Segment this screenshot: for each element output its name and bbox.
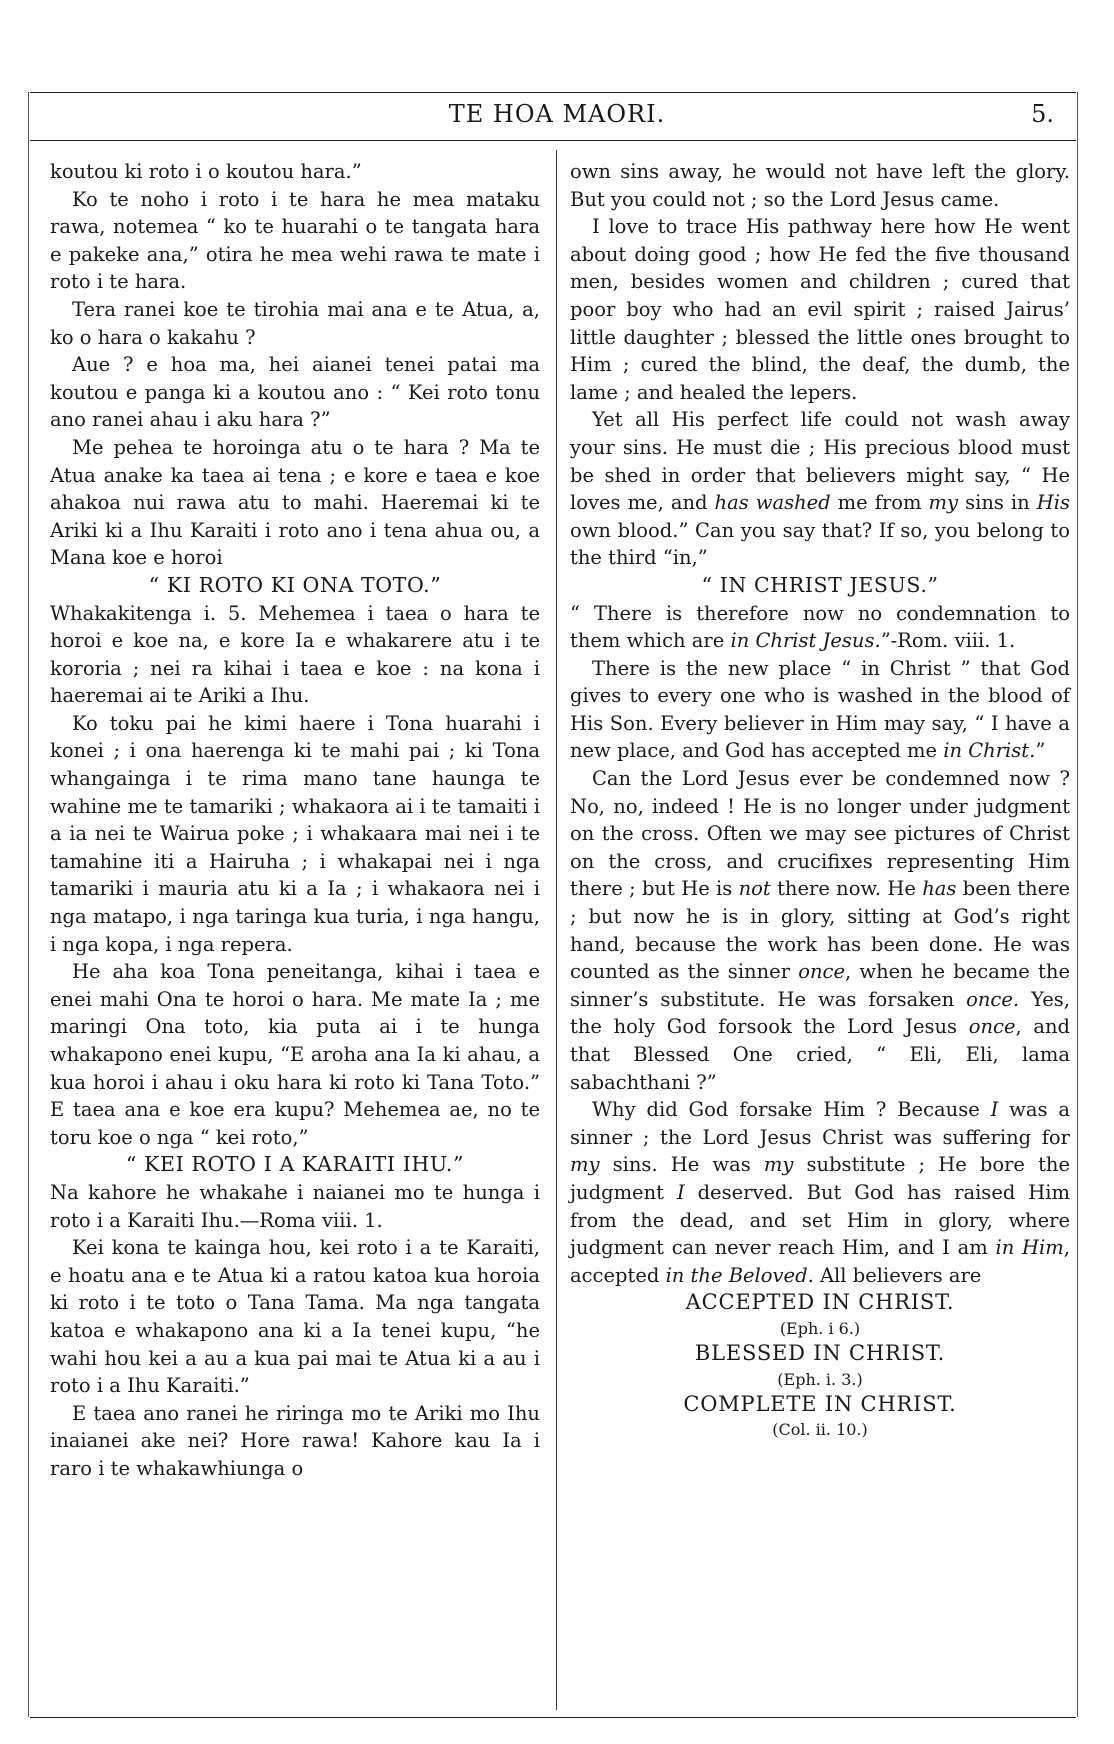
paragraph: E taea ano ranei he riringa mo te Ariki mo Ihu inaianei ake nei? Hore rawa! Kahore kau Ia i raro i te whakawhiunga o bbox=[50, 1401, 540, 1480]
header-bottom-rule bbox=[30, 140, 1076, 141]
paragraph: Why did God forsake Him ? Because I was a sinner ; the Lord Jesus Christ was suffering for my sins. He was my substitute ; He bore the judgment I deserved. But God has raised Him from the dead, and set Him in glory, where judgment can never reach Him, and I am in Him, accepted in the Beloved. All believers are bbox=[570, 1098, 1071, 1287]
page-number: 5. bbox=[1031, 100, 1054, 128]
paragraph: Me pehea te horoinga atu o te hara ? Ma te Atua anake ka taea ai tena ; e kore e taea e koe ahakoa nui rawa atu to mahi. Haeremai ki te Ariki ki a Ihu Karaiti i roto ano i tena ahua ou, a Mana koe e horoi bbox=[50, 435, 540, 570]
paragraph: Whakakitenga i. 5. Mehemea i taea o hara te horoi e koe na, e kore Ia e whakarere atu i te kororia ; nei ra kihai i taea e koe : na kona i haeremai ai te Ariki a Ihu. bbox=[50, 601, 540, 708]
paragraph: There is the new place “ in Christ ” that God gives to every one who is washed in the blood of His Son. Every believer in Him may say, “ I have a new place, and God has accepted me in Christ.” bbox=[570, 656, 1070, 763]
right-border-rule bbox=[1077, 92, 1078, 1717]
paragraph: He aha koa Tona peneitanga, kihai i taea e enei mahi Ona te horoi o hara. Me mate Ia ; me maringi Ona toto, kia puta ai i te hunga whakapono enei kupu, “E aroha ana Ia ki ahau, a kua horoi i ahau i oku hara ki roto ki Tana Toto.” E taea ana e koe era kupu? Mehemea ae, no te toru koe o nga “ kei roto,” bbox=[50, 960, 540, 1149]
paragraph: Ko te noho i roto i te hara he mea mataku rawa, notemea “ ko te huarahi o te tangata hara e pakeke ana,” otira he mea wehi rawa te mate i roto i te hara. bbox=[50, 187, 540, 294]
paragraph: Na kahore he whakahe i naianei mo te hunga i roto i a Karaiti Ihu.—Roma viii. 1. bbox=[50, 1180, 540, 1232]
section-heading: “ KEI ROTO I A KARAITI IHU.” bbox=[125, 1152, 465, 1177]
bottom-rule bbox=[30, 1717, 1076, 1718]
paragraph: koutou ki roto i o koutou hara.” bbox=[50, 160, 362, 183]
closing-heading: BLESSED IN CHRIST. bbox=[694, 1340, 946, 1365]
right-column bbox=[570, 158, 1070, 1441]
paragraph: “ There is therefore now no condemnation to them which are in Christ Jesus.”-Rom. viii. 1. bbox=[570, 601, 1070, 653]
scripture-reference: (Eph. i 6.) bbox=[779, 1318, 861, 1338]
paragraph: Yet all His perfect life could not wash away your sins. He must die ; His precious blood must be shed in order that believers might say, “ He loves me, and has washed me from my sins in His own blood.” Can you say that? If so, you belong to the third “in,” bbox=[570, 408, 1070, 570]
page-header-title: TE HOA MAORI. bbox=[448, 100, 666, 128]
closing-heading: COMPLETE IN CHRIST. bbox=[683, 1391, 957, 1416]
closing-heading: ACCEPTED IN CHRIST. bbox=[685, 1290, 955, 1315]
left-border-rule bbox=[28, 92, 29, 1717]
header-top-rule bbox=[30, 92, 1076, 93]
paragraph: own sins away, he would not have left the glory. But you could not ; so the Lord Jesus came. bbox=[570, 160, 1070, 211]
scripture-reference: (Eph. i. 3.) bbox=[777, 1369, 863, 1389]
paragraph: Aue ? e hoa ma, hei aianei tenei patai ma koutou e panga ki a koutou ano : “ Kei roto tonu ano ranei ahau i aku hara ?” bbox=[50, 353, 540, 432]
column-divider bbox=[556, 150, 557, 1710]
paragraph: I love to trace His pathway here how He went about doing good ; how He fed the five thousand men, besides women and children ; cured that poor boy who had an evil spirit ; raised Jairus’ little daughter ; blessed the little ones brought to Him ; cured the blind, the deaf, the dumb, the lame ; and healed the lepers. bbox=[570, 215, 1070, 404]
paragraph: Can the Lord Jesus ever be condemned now ? No, no, indeed ! He is no longer under judgment on the cross. Often we may see pictures of Christ on the cross, and crucifixes representing Him there ; but He is not there now. He has been there ; but now he is in glory, sitting at God’s right hand, because the work has been done. He was counted as the sinner once, when he became the sinner’s substitute. He was forsaken once. Yes, the holy God forsook the Lord Jesus once, and that Blessed One cried, “ Eli, Eli, lama sabachthani ?” bbox=[570, 767, 1070, 1094]
section-heading: “ KI ROTO KI ONA TOTO.” bbox=[148, 572, 442, 597]
left-column bbox=[50, 158, 540, 1483]
paragraph: Tera ranei koe te tirohia mai ana e te Atua, a, ko o hara o kakahu ? bbox=[50, 297, 540, 349]
paragraph: Kei kona te kainga hou, kei roto i a te Karaiti, e hoatu ana e te Atua ki a ratou katoa kua horoia ki roto i te toto o Tana Tama. Ma nga tangata katoa e whakapono ana ki a Ia tenei kupu, “he wahi hou kei a au a kua pai mai te Atua ki a au i roto i a Ihu Karaiti.” bbox=[50, 1236, 540, 1398]
paragraph: Ko toku pai he kimi haere i Tona huarahi i konei ; i ona haerenga ki te mahi pai ; ki Tona whangainga i te rima mano tane haunga te wahine me te tamariki ; whakaora ai i te tamaiti i a ia nei te Wairua poke ; i whakaara mai nei i te tamahine iti a Hairuha ; i whakapai nei i nga tamariki i mauria atu ki a Ia ; i whakaora nei i nga matapo, i nga taringa kua turia, i nga hangu, i nga kopa, i nga repera. bbox=[50, 711, 540, 956]
section-heading: “ IN CHRIST JESUS.” bbox=[701, 572, 939, 597]
scripture-reference: (Col. ii. 10.) bbox=[772, 1420, 868, 1440]
